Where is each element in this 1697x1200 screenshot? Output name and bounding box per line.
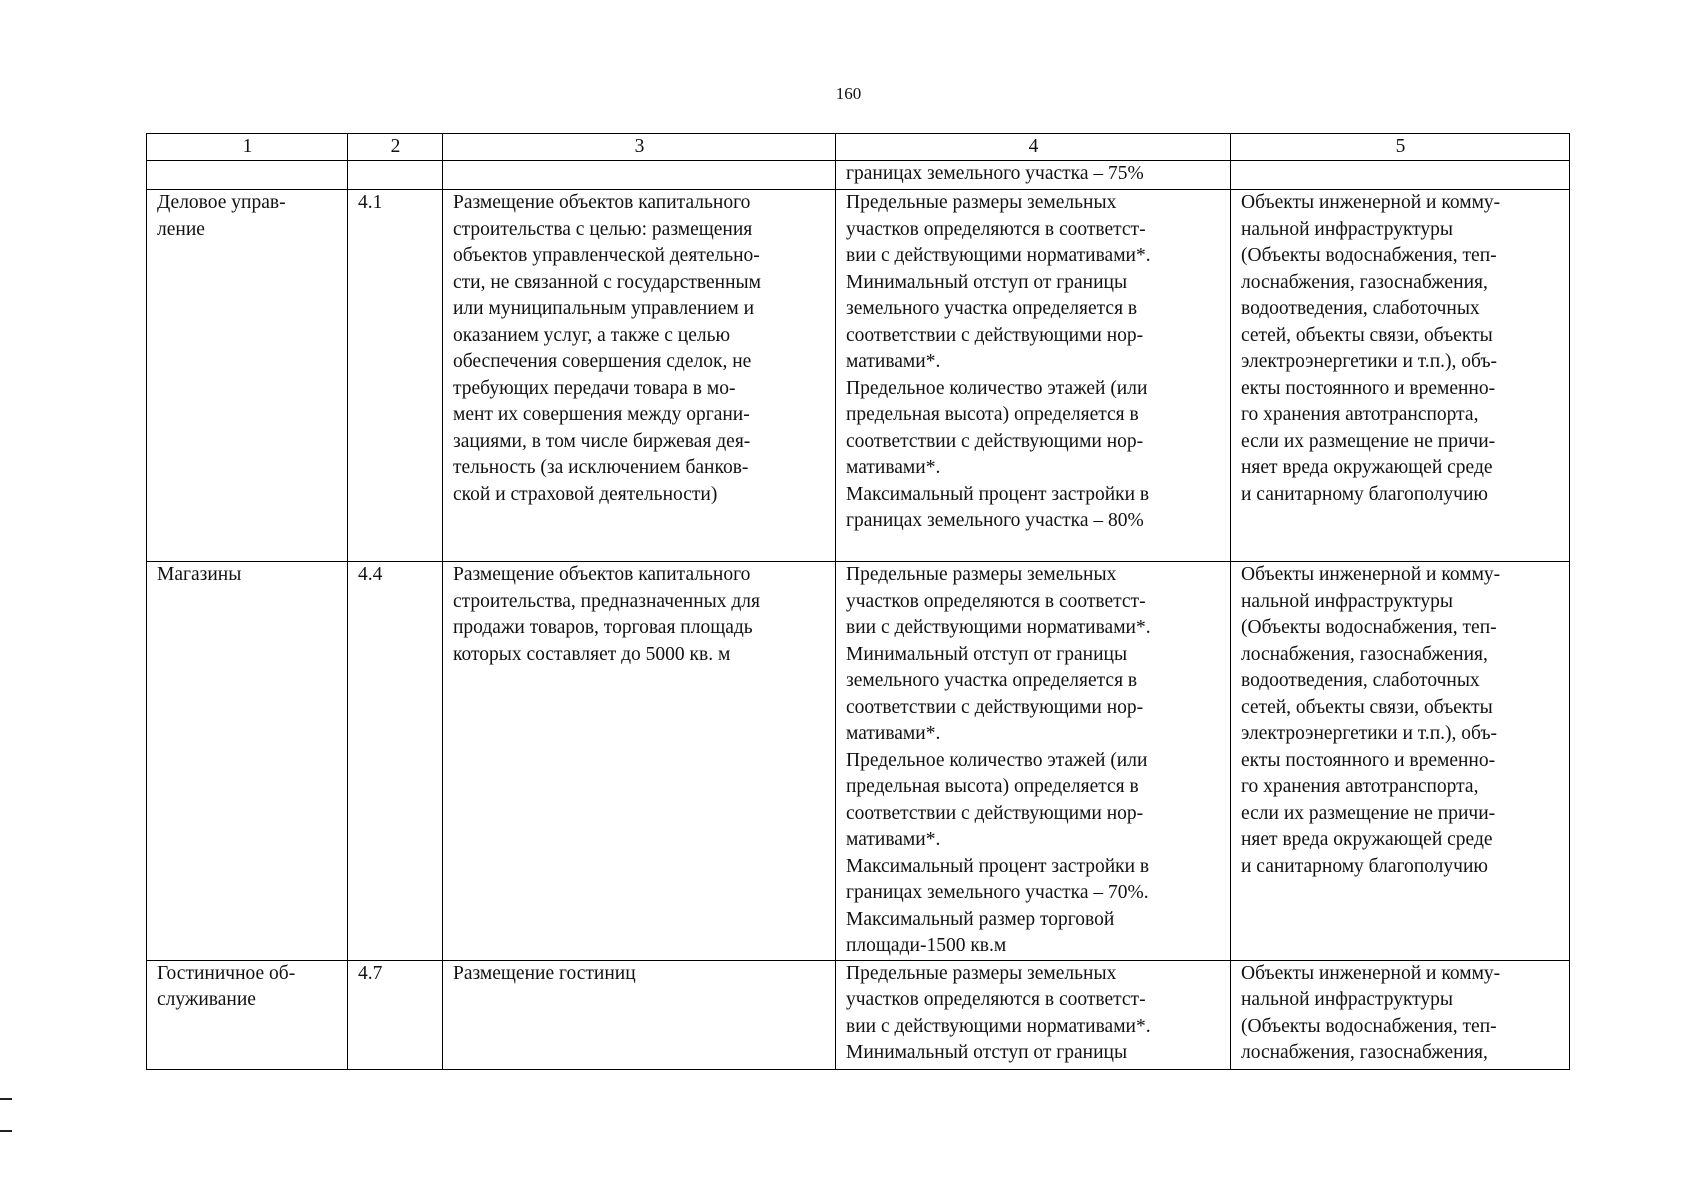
cell-text-line: нальной инфраструктуры <box>1241 989 1454 1010</box>
cell-text-line: тельность (за исключением банков- <box>453 457 749 478</box>
cell-text-line: екты постоянного и временно- <box>1241 377 1496 399</box>
empty-cell <box>348 161 443 190</box>
cell-text-line: Гостиничное об- <box>157 962 296 984</box>
cell-text-line: мативами*. <box>846 723 941 744</box>
cell-text-line: Магазины <box>157 564 242 585</box>
continuation-row <box>147 161 1570 190</box>
cell-text-line: ской и страховой деятельности) <box>453 483 718 505</box>
use-code-cell <box>348 190 443 562</box>
cell-text-line: соответствии с действующими нор- <box>846 802 1144 824</box>
cell-text-line: Минимальный отступ от границы <box>846 643 1128 665</box>
cell-text-line: Максимальный процент застройки в <box>846 483 1150 505</box>
cell-text-line: вии с действующими нормативами*. <box>846 1015 1151 1037</box>
column-number-header: 4 <box>836 134 1231 161</box>
cell-text-line: Объекты инженерной и комму- <box>1241 192 1501 213</box>
cell-text-line: электроэнергетики и т.п.), объ- <box>1241 351 1498 372</box>
cell-text-line: Минимальный отступ от границы <box>846 271 1128 293</box>
cell-text-line: и санитарному благополучию <box>1241 483 1488 505</box>
margin-mark <box>0 1130 12 1132</box>
cell-text-line: водоотведения, слаботочных <box>1241 670 1480 691</box>
parameters-cell <box>836 161 1231 190</box>
use-name-cell <box>147 562 348 961</box>
cell-text-line: го хранения автотранспорта, <box>1241 404 1479 425</box>
auxiliary-uses-cell <box>1231 190 1570 562</box>
cell-text-line: предельная высота) определяется в <box>846 776 1139 797</box>
auxiliary-uses-cell <box>1231 562 1570 961</box>
parameters-cell <box>836 960 1231 1069</box>
cell-text-line: (Объекты водоснабжения, теп- <box>1241 245 1497 266</box>
cell-text-line: Предельное количество этажей (или <box>846 377 1148 399</box>
empty-cell <box>1231 161 1570 190</box>
cell-text-line: Минимальный отступ от границы <box>846 1042 1128 1063</box>
cell-text-line: строительства с целью: размещения <box>453 218 753 240</box>
cell-text-line: Объекты инженерной и комму- <box>1241 962 1501 984</box>
cell-text-line: оказанием услуг, а также с целью <box>453 324 731 346</box>
cell-text-line: если их размещение не причи- <box>1241 802 1496 824</box>
cell-text-line: площади-1500 кв.м <box>846 935 1007 956</box>
cell-text-line: объектов управленческой деятельно- <box>453 245 760 266</box>
use-name-cell <box>147 190 348 562</box>
table-row <box>147 960 1570 1069</box>
column-number-header: 2 <box>348 134 443 161</box>
auxiliary-uses-cell <box>1231 960 1570 1069</box>
column-number-header: 3 <box>443 134 836 161</box>
cell-text-line: ление <box>157 218 205 240</box>
cell-text-line: границах земельного участка – 80% <box>846 510 1144 531</box>
cell-text-line: 4.1 <box>358 192 383 213</box>
cell-text-line: екты постоянного и временно- <box>1241 749 1496 771</box>
cell-text-line: Размещение объектов капитального <box>453 192 751 213</box>
cell-text-line: сетей, объекты связи, объекты <box>1241 696 1493 718</box>
cell-text-line: участков определяются в соответст- <box>846 218 1146 240</box>
cell-text-line: строительства, предназначенных для <box>453 590 760 612</box>
cell-text-line: Предельное количество этажей (или <box>846 749 1148 771</box>
cell-text-line: соответствии с действующими нор- <box>846 430 1144 452</box>
table-row <box>147 190 1570 562</box>
cell-text-line: няет вреда окружающей среде <box>1241 457 1493 478</box>
column-number-header-row <box>147 134 1570 161</box>
empty-cell <box>147 161 348 190</box>
cell-text-line: мативами*. <box>846 351 941 372</box>
cell-text-line: требующих передачи товара в мо- <box>453 377 736 399</box>
cell-text-line: которых составляет до 5000 кв. м <box>453 643 731 665</box>
cell-text-line: земельного участка определяется в <box>846 298 1138 319</box>
cell-text-line: нальной инфраструктуры <box>1241 218 1454 240</box>
cell-text-line: если их размещение не причи- <box>1241 430 1496 452</box>
cell-text-line: сти, не связанной с государственным <box>453 271 761 293</box>
cell-text-line: Предельные размеры земельных <box>846 192 1117 213</box>
cell-text-line: обеспечения совершения сделок, не <box>453 351 752 372</box>
cell-text-line: мент их совершения между органи- <box>453 404 750 425</box>
cell-text-line: (Объекты водоснабжения, теп- <box>1241 1015 1497 1037</box>
column-number-header: 1 <box>147 134 348 161</box>
cell-text-line: Предельные размеры земельных <box>846 962 1117 984</box>
cell-text-line: Максимальный размер торговой <box>846 908 1115 930</box>
cell-text-line: электроэнергетики и т.п.), объ- <box>1241 723 1498 744</box>
cell-text-line: Размещение объектов капитального <box>453 564 751 585</box>
cell-text-line: 4.7 <box>358 962 383 984</box>
cell-text-line: лоснабжения, газоснабжения, <box>1241 643 1488 665</box>
cell-text-line: участков определяются в соответст- <box>846 989 1146 1010</box>
cell-text-line: и санитарному благополучию <box>1241 855 1488 877</box>
cell-text-line: границах земельного участка – 75% <box>846 163 1144 184</box>
cell-text-line: предельная высота) определяется в <box>846 404 1139 425</box>
cell-text-line: Предельные размеры земельных <box>846 564 1117 585</box>
cell-text-line: соответствии с действующими нор- <box>846 324 1144 346</box>
cell-text-line: служивание <box>157 989 256 1010</box>
use-code-cell <box>348 960 443 1069</box>
cell-text-line: границах земельного участка – 70%. <box>846 882 1149 903</box>
cell-text-line: сетей, объекты связи, объекты <box>1241 324 1493 346</box>
table-row <box>147 562 1570 961</box>
parameters-cell <box>836 562 1231 961</box>
cell-text-line: земельного участка определяется в <box>846 670 1138 691</box>
cell-text-line: продажи товаров, торговая площадь <box>453 617 753 638</box>
margin-mark <box>0 1098 12 1100</box>
parameters-cell <box>836 190 1231 562</box>
cell-text-line: Деловое управ- <box>157 192 286 213</box>
cell-text-line: участков определяются в соответст- <box>846 590 1146 612</box>
cell-text-line: вии с действующими нормативами*. <box>846 245 1151 266</box>
cell-text-line: вии с действующими нормативами*. <box>846 617 1151 638</box>
cell-text-line: лоснабжения, газоснабжения, <box>1241 1042 1488 1063</box>
land-use-table <box>146 133 1570 1070</box>
cell-text-line: 4.4 <box>358 564 383 585</box>
cell-text-line: или муниципальным управлением и <box>453 298 755 319</box>
description-cell <box>443 562 836 961</box>
cell-text-line: зациями, в том числе биржевая дея- <box>453 430 751 452</box>
column-number-header: 5 <box>1231 134 1570 161</box>
cell-text-line: (Объекты водоснабжения, теп- <box>1241 617 1497 638</box>
cell-text-line: мативами*. <box>846 829 941 850</box>
cell-text-line: Размещение гостиниц <box>453 962 636 984</box>
cell-text-line: лоснабжения, газоснабжения, <box>1241 271 1488 293</box>
cell-text-line: водоотведения, слаботочных <box>1241 298 1480 319</box>
cell-text-line: соответствии с действующими нор- <box>846 696 1144 718</box>
use-name-cell <box>147 960 348 1069</box>
description-cell <box>443 190 836 562</box>
cell-text-line: Объекты инженерной и комму- <box>1241 564 1501 585</box>
cell-text-line: го хранения автотранспорта, <box>1241 776 1479 797</box>
use-code-cell <box>348 562 443 961</box>
cell-text-line: Максимальный процент застройки в <box>846 855 1150 877</box>
cell-text-line: нальной инфраструктуры <box>1241 590 1454 612</box>
cell-text-line: няет вреда окружающей среде <box>1241 829 1493 850</box>
description-cell <box>443 960 836 1069</box>
cell-text-line: мативами*. <box>846 457 941 478</box>
page-number: 160 <box>835 84 862 103</box>
empty-cell <box>443 161 836 190</box>
